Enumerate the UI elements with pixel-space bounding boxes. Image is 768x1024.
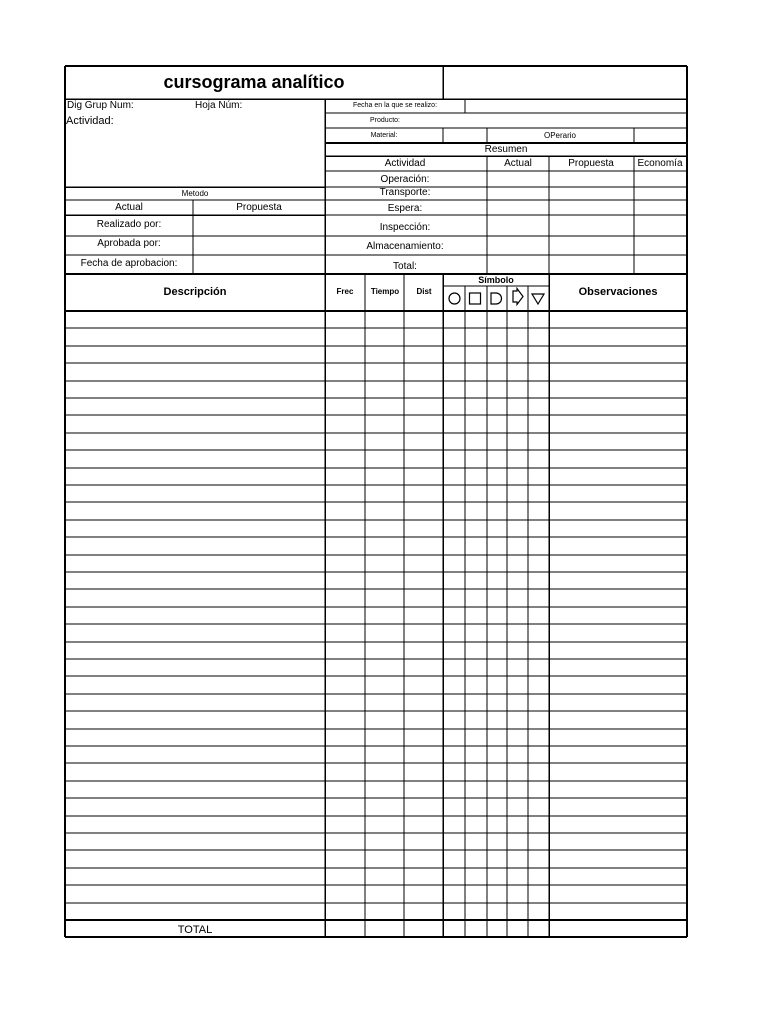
resumen-col-actual: Actual bbox=[504, 158, 532, 169]
col-simbolo: Símbolo bbox=[478, 275, 514, 285]
material-label: Material: bbox=[370, 132, 398, 139]
resumen-col-economia: Economía bbox=[637, 158, 683, 169]
storage-triangle-icon bbox=[528, 289, 548, 308]
operation-circle-icon bbox=[445, 289, 464, 308]
col-dist: Dist bbox=[416, 287, 432, 296]
metodo-actual: Actual bbox=[115, 202, 143, 213]
aprobada-por-label: Aprobada por: bbox=[97, 238, 161, 249]
operario-label: OPerario bbox=[543, 131, 577, 140]
dig-grup-num-label: Dig Grup Num: bbox=[67, 100, 134, 111]
realizado-por-label: Realizado por: bbox=[96, 219, 162, 230]
metodo-propuesta: Propuesta bbox=[236, 202, 282, 213]
resumen-col-propuesta: Propuesta bbox=[568, 158, 614, 169]
col-frec: Frec bbox=[336, 287, 354, 296]
delay-d-icon bbox=[486, 289, 506, 308]
inspection-square-icon bbox=[465, 289, 485, 308]
metodo-title: Metodo bbox=[181, 189, 209, 198]
resumen-col-actividad: Actividad bbox=[384, 158, 426, 169]
total-label: TOTAL bbox=[177, 924, 213, 936]
form-title: cursograma analítico bbox=[163, 72, 345, 92]
resumen-row-inspeccion: Inspección: bbox=[379, 222, 431, 233]
col-descripcion: Descripción bbox=[163, 286, 227, 298]
resumen-row-total: Total: bbox=[393, 261, 417, 272]
col-tiempo: Tiempo bbox=[370, 287, 400, 296]
transport-arrow-icon bbox=[507, 287, 527, 309]
fecha-aprobacion-label: Fecha de aprobacion: bbox=[80, 258, 178, 269]
resumen-row-transporte: Transporte: bbox=[379, 187, 431, 198]
actividad-label: Actividad: bbox=[66, 115, 114, 127]
resumen-title: Resumen bbox=[484, 144, 528, 155]
resumen-row-espera: Espera: bbox=[387, 203, 423, 214]
hoja-num-label: Hoja Núm: bbox=[195, 100, 243, 111]
fecha-realizo-label: Fecha en la que se realizo: bbox=[352, 102, 438, 109]
col-observaciones: Observaciones bbox=[578, 286, 658, 298]
resumen-row-almacenamiento: Almacenamiento: bbox=[366, 241, 444, 252]
producto-label: Producto: bbox=[370, 117, 400, 124]
resumen-row-operacion: Operación: bbox=[380, 174, 430, 185]
